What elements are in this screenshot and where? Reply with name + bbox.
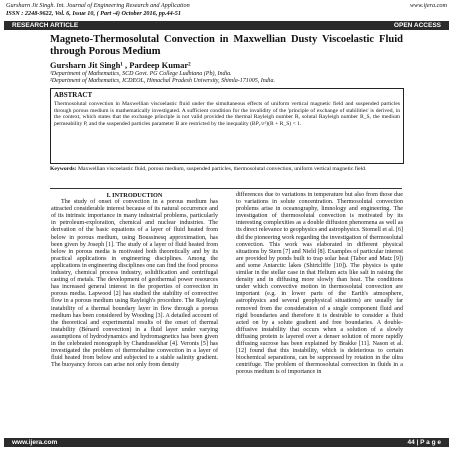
affiliation-2: ²Department of Mathematics, ICDEOL, Himachal Pradesh University, Shimla-171005, India.	[50, 78, 275, 84]
paper-title: Magneto-Thermosolutal Convection in Maxwellian Dusty Viscoelastic Fluid through Porous Medium	[50, 34, 403, 57]
open-access-label: OPEN ACCESS	[393, 22, 441, 29]
journal-url[interactable]: www.ijera.com	[409, 2, 447, 9]
left-column-text: The study of onset of convection in a porous medium has attracted considerable interest because of its natural occurrence and of its intrinsic importance in many industrial problems, particularly in petroleum-exploration, chemical and nuclear industries. The derivation of the basic equations of a layer of fluid heated from below in porous medium, using Boussinesq approximation, has been given by Joseph [1]. The study of a layer of fluid heated from below in porous media is motivated both theoretically and by its practical applications in engineering disciplines. Among the applications in engineering disciplines one can find the food process industry, chemical process industry, solidification and centrifugal casting of metals. The development of geothermal power resources has increased general interest in the properties of convection in porous media. Lapwood [2] has studied the stability of convective flow in a porous medium using Rayleigh's procedure. The Rayleigh instability of a thermal boundary layer in flow through a porous medium has been considered by Wooding [3]. A detailed account of the theoretical and experimental results of the onset of thermal instability (Bénard convection) in a fluid layer under varying assumptions of hydrodynamics and hydromagnetics has been given in the celebrated monograph by Chandrasekhar [4]. Veronis [5] has investigated the problem of thermohaline convection in a layer of fluid heated from below and subjected to a stable salinity gradient. The buoyancy forces can arise not only from density	[51, 199, 218, 369]
abstract-heading: ABSTRACT	[54, 91, 93, 99]
abstract-text: Thermosolutal convection in Maxwellian viscoelastic fluid under the simultaneous effects of uniform vertical magnetic field and suspended particles through porous medium is mathematically investigated. A sufficient condition for the invalidity of the 'principle of exchange of stabilities' is derived, in the context, which states that the exchange principle is not valid provided the thermal Rayleigh number R, solutal Rayleigh number R_S, the medium permeability P, and the suspended particles parameter B are restricted by the inequality (BP₁/ε²)(R + R_S) < 1.	[54, 101, 400, 127]
footer-bar	[4, 438, 449, 447]
page-number: 44 | P a g e	[407, 439, 441, 446]
introduction-heading: I. INTRODUCTION	[106, 192, 163, 199]
right-column-text: differences due to variations in temperature but also from those due to variations in solute concentration. Thermosolutal convection problems arise in oceanography, limnology and engineering. The investigation of thermosolutal convection is motivated by its interesting complexities as a double diffusion phenomena as well as its direct relevance to geophysics and astrophysics. Stomell et al. [6] did the pioneering work regarding the investigation of thermosolutal convection. This work was elaborated in different physical situations by Stern [7] and Nield [8]. Examples of particular interest are provided by ponds built to trap solar heat (Tabor and Matz [9]) and some Antarctic lakes (Shirtcliffe [10]). The physics is quite similar in the stellar case in that Helium acts like salt in raising the density and in diffusing more slowly than heat. The conditions under which convective motion in thermosolutal convection are important (e.g. in lower parts of the Earth's atmosphere, astrophysics and several geophysical situations) are usually far removed from the consideration of a single component fluid and rigid boundaries and therefore it is desirable to consider a fluid acted on by a solute gradient and free boundaries. A double-diffusive instability that occurs when a solution of a slowly diffusing protein is layered over a denser solution of more rapidly diffusing sucrose has been explained by Brakke [11]. Nason et al. [12] found that this instability, which is deleterious to certain biochemical separations, can be suppressed by rotation in the ultra centrifuge. The problem of thermosolutal convection in fluids in a porous medium is of importance in	[236, 192, 403, 376]
affiliation-1: ¹Department of Mathematics, SCD Govt. PG College Ludhiana (Pb), India.	[50, 71, 232, 77]
abstract-box	[50, 88, 404, 164]
keywords	[50, 166, 402, 173]
journal-header	[6, 2, 447, 18]
keywords-label: Keywords:	[50, 166, 77, 172]
keywords-text: Maxwellian viscoelastic fluid, porous medium, suspended particles, thermosolutal convection, uniform vertical magnetic field.	[77, 166, 367, 172]
article-type-bar	[4, 21, 449, 30]
footer-url[interactable]: www.ijera.com	[12, 439, 58, 446]
right-column	[236, 192, 403, 376]
paper-authors: Gursharn Jit Singh¹ , Pardeep Kumar²	[50, 60, 191, 70]
journal-citation: Gursharn Jit Singh. Int. Journal of Engineering Research and Application	[6, 2, 190, 9]
research-article-label: RESEARCH ARTICLE	[12, 22, 79, 29]
journal-issn: ISSN : 2248-9622, Vol. 6, Issue 10, ( Part -4) October 2016, pp.44-51	[6, 10, 181, 17]
left-column	[51, 192, 218, 369]
section-divider	[50, 188, 402, 189]
